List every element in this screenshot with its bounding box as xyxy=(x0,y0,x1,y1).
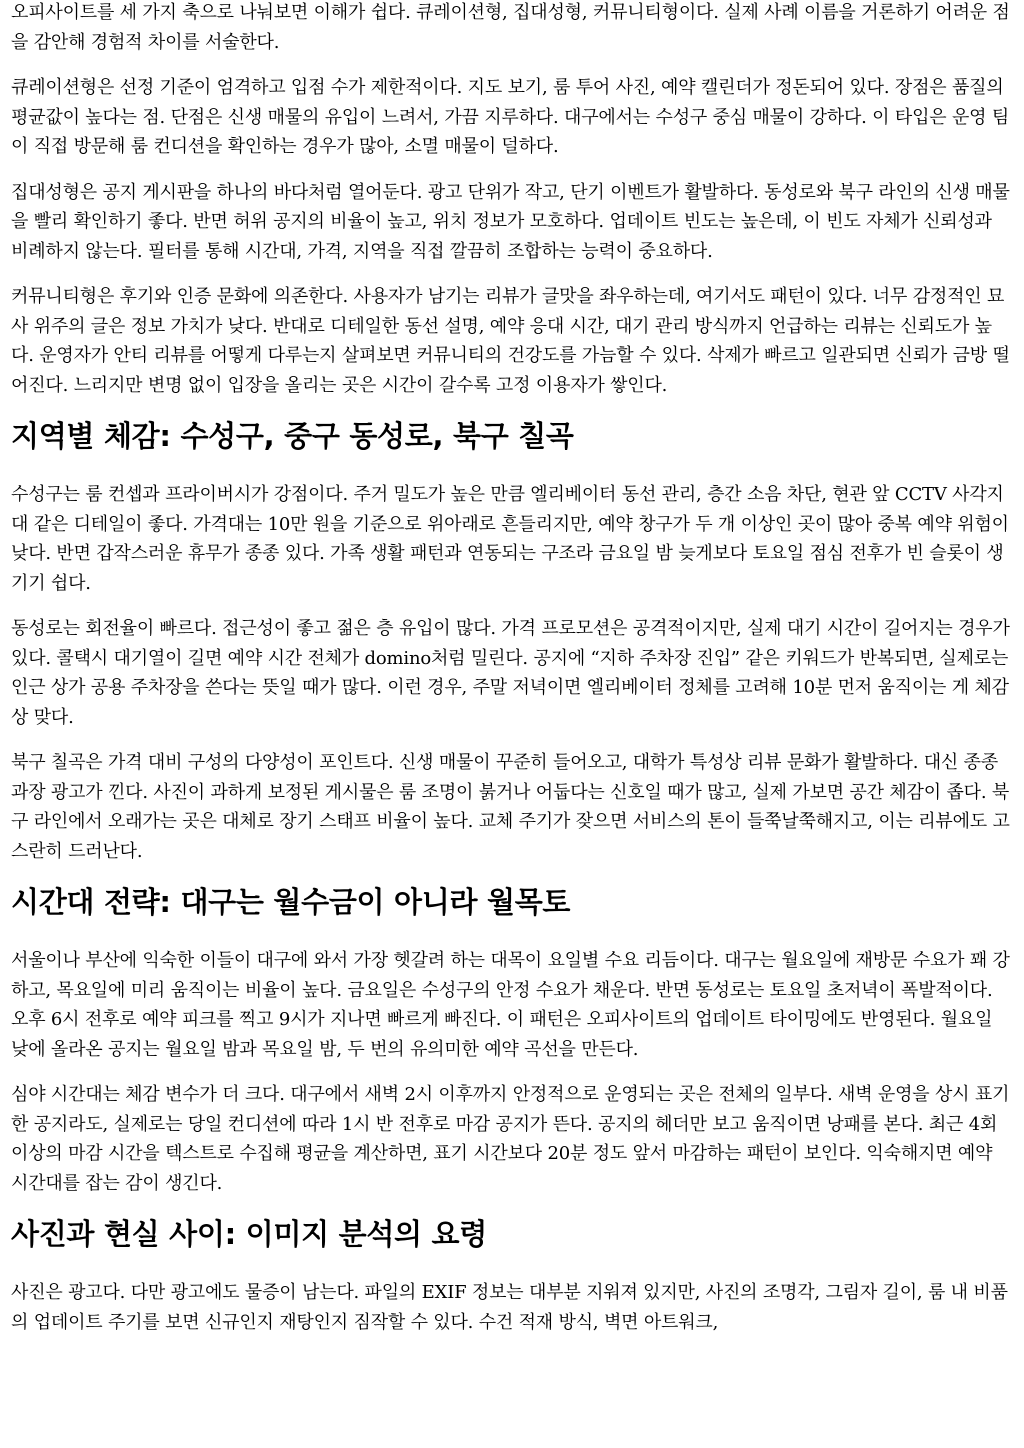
dongseongro-paragraph: 동성로는 회전율이 빠르다. 접근성이 좋고 젊은 층 유입이 많다. 가격 프로모션은 공격적이지만, 실제 대기 시간이 길어지는 경우가 있다. 콜택시 대기열이 길면 예약 시간 전체가 domino처럼 밀린다. 공지에 “지하 주차장 진입” 같은 키워드가 반복되면, 실제로는 인근 상가 공용 주차장을 쓴다는 뜻일 때가 많다. 이런 경우, 주말 저녁이면 엘리베이터 정체를 고려해 10분 먼저 움직이는 게 체감상 맞다. xyxy=(11,618,1010,728)
aggregator-type-paragraph: 집대성형은 공지 게시판을 하나의 바다처럼 열어둔다. 광고 단위가 작고, 단기 이벤트가 활발하다. 동성로와 북구 라인의 신생 매물을 빨리 확인하기 좋다. 반면 허위 공지의 비율이 높고, 위치 정보가 모호하다. 업데이트 빈도는 높은데, 이 빈도 자체가 신뢰성과 비례하지 않는다. 필터를 통해 시간대, 가격, 지역을 직접 깔끔히 조합하는 능력이 중요하다. xyxy=(11,181,1010,262)
chilgok-paragraph: 북구 칠곡은 가격 대비 구성의 다양성이 포인트다. 신생 매물이 꾸준히 들어오고, 대학가 특성상 리뷰 문화가 활발하다. 대신 종종 과장 광고가 낀다. 사진이 과하게 보정된 게시물은 룸 조명이 붉거나 어둡다는 신호일 때가 많고, 실제 가보면 공간 체감이 좁다. 북구 라인에서 오래가는 곳은 대체로 장기 스태프 비율이 높다. 교체 주기가 잦으면 서비스의 톤이 들쭉날쭉해지고, 이는 리뷰에도 고스란히 드러난다. xyxy=(11,752,1010,862)
article-body xyxy=(11,0,1013,1353)
photo-analysis-paragraph: 사진은 광고다. 다만 광고에도 물증이 남는다. 파일의 EXIF 정보는 대부분 지워져 있지만, 사진의 조명각, 그림자 길이, 룸 내 비품의 업데이트 주기를 보면 신규인지 재탕인지 짐작할 수 있다. 수건 적재 방식, 벽면 아트워크, xyxy=(11,1282,1008,1333)
curation-type-paragraph: 큐레이션형은 선정 기준이 엄격하고 입점 수가 제한적이다. 지도 보기, 룸 투어 사진, 예약 캘린더가 정돈되어 있다. 장점은 품질의 평균값이 높다는 점. 단점은 신생 매물의 유입이 느려서, 가끔 지루하다. 대구에서는 수성구 중심 매물이 강하다. 이 타입은 운영 팀이 직접 방문해 룸 컨디션을 확인하는 경우가 많아, 소멸 매물이 덜하다. xyxy=(11,77,1010,157)
section-heading-photo: 사진과 현실 사이: 이미지 분석의 요령 xyxy=(11,1217,487,1251)
intro-paragraph: 오피사이트를 세 가지 축으로 나눠보면 이해가 쉽다. 큐레이션형, 집대성형, 커뮤니티형이다. 실제 사례 이름을 거론하기 어려운 점을 감안해 경험적 차이를 서술한다. xyxy=(11,2,1010,53)
suseong-paragraph: 수성구는 룸 컨셉과 프라이버시가 강점이다. 주거 밀도가 높은 만큼 엘리베이터 동선 관리, 층간 소음 차단, 현관 앞 CCTV 사각지대 같은 디테일이 좋다. 가격대는 10만 원을 기준으로 위아래로 흔들리지만, 예약 창구가 두 개 이상인 곳이 많아 중복 예약 위험이 낮다. 반면 갑작스러운 휴무가 종종 있다. 가족 생활 패턴과 연동되는 구조라 금요일 밤 늦게보다 토요일 점심 전후가 빈 슬롯이 생기기 쉽다. xyxy=(11,484,1009,594)
weekday-demand-paragraph: 서울이나 부산에 익숙한 이들이 대구에 와서 가장 헷갈려 하는 대목이 요일별 수요 리듬이다. 대구는 월요일에 재방문 수요가 꽤 강하고, 목요일에 미리 움직이는 비율이 높다. 금요일은 수성구의 안정 수요가 채운다. 반면 동성로는 토요일 초저녁이 폭발적이다. 오후 6시 전후로 예약 피크를 찍고 9시가 지나면 빠르게 빠진다. 이 패턴은 오피사이트의 업데이트 타이밍에도 반영된다. 월요일 낮에 올라온 공지는 월요일 밤과 목요일 밤, 두 번의 유의미한 예약 곡선을 만든다. xyxy=(11,950,1010,1060)
section-heading-region: 지역별 체감: 수성구, 중구 동성로, 북구 칠곡 xyxy=(11,419,574,453)
community-type-paragraph: 커뮤니티형은 후기와 인증 문화에 의존한다. 사용자가 남기는 리뷰가 글맛을 좌우하는데, 여기서도 패턴이 있다. 너무 감정적인 묘사 위주의 글은 정보 가치가 낮다. 반대로 디테일한 동선 설명, 예약 응대 시간, 대기 관리 방식까지 언급하는 리뷰는 신뢰도가 높다. 운영자가 안티 리뷰를 어떻게 다루는지 살펴보면 커뮤니티의 건강도를 가늠할 수 있다. 삭제가 빠르고 일관되면 신뢰가 금방 떨어진다. 느리지만 변명 없이 입장을 올리는 곳은 시간이 갈수록 고정 이용자가 쌓인다. xyxy=(11,286,1010,396)
late-night-paragraph: 심야 시간대는 체감 변수가 더 크다. 대구에서 새벽 2시 이후까지 안정적으로 운영되는 곳은 전체의 일부다. 새벽 운영을 상시 표기한 공지라도, 실제로는 당일 컨디션에 따라 1시 반 전후로 마감 공지가 뜬다. 공지의 헤더만 보고 움직이면 낭패를 본다. 최근 4회 이상의 마감 시간을 텍스트로 수집해 평균을 계산하면, 표기 시간보다 20분 정도 앞서 마감하는 패턴이 보인다. 익숙해지면 예약 시간대를 잡는 감이 생긴다. xyxy=(11,1084,1010,1194)
section-heading-time: 시간대 전략: 대구는 월수금이 아니라 월목토 xyxy=(11,885,571,919)
